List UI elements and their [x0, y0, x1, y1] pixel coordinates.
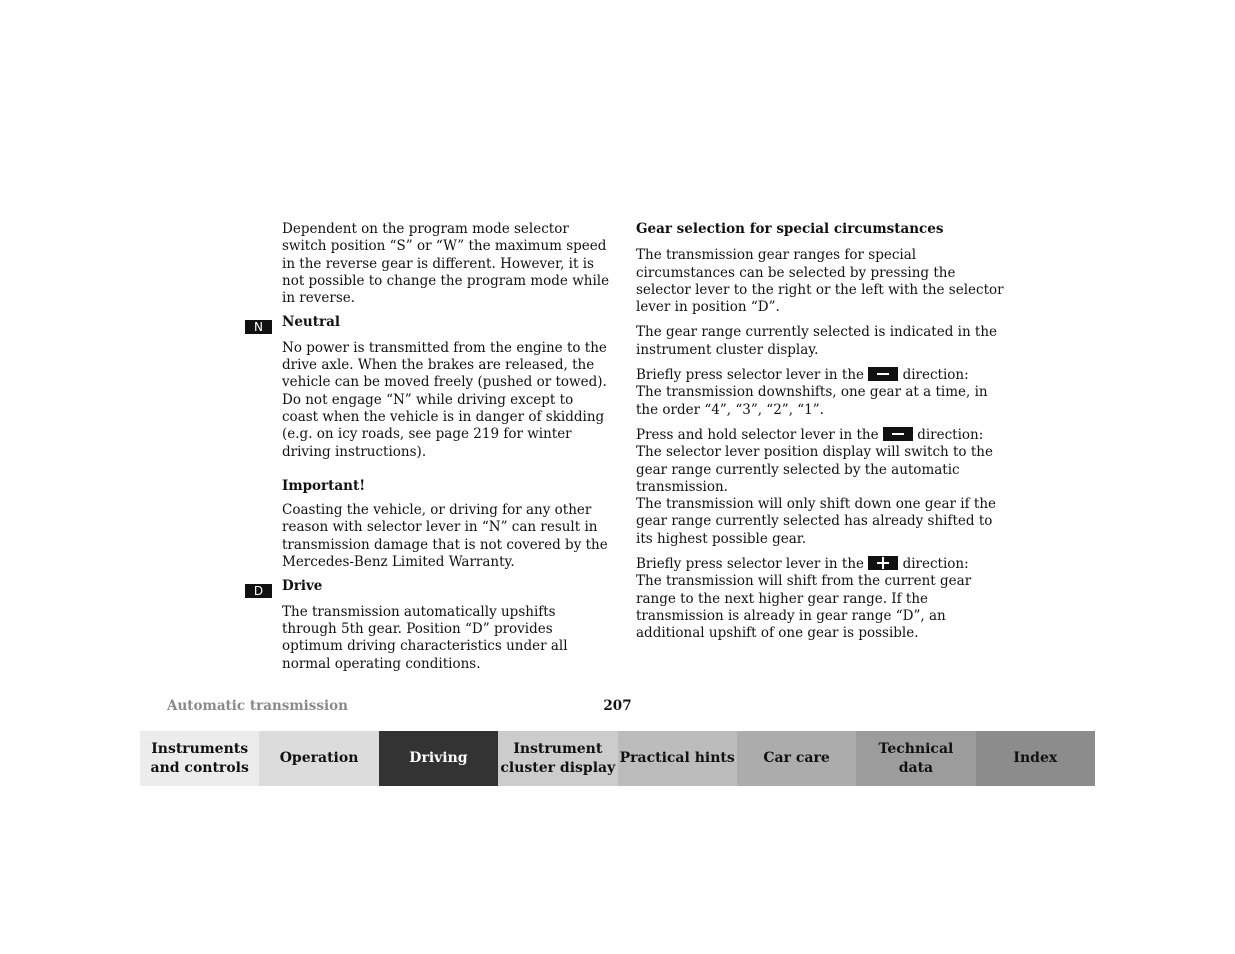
drive-heading: Drive [282, 578, 323, 595]
left-column [282, 221, 612, 673]
neutral-text: No power is transmitted from the engine to the drive axle. When the brakes are released, the vehicle can be moved freely (pushed or towed). Do not engage “N” while driving except to coast when the vehicle is in danger of skidding (e.g. on icy roads, see page 219 for winter driving instructions). [282, 339, 607, 460]
gear-selection-heading: Gear selection for special circumstances [636, 221, 944, 237]
downshift-body: The transmission downshifts, one gear at a time, in the order “4”, “3”, “2”, “1”. [636, 384, 988, 418]
press-hold-body-2: The transmission will only shift down one gear if the gear range currently selected has already shifted to its highest possible gear. [636, 496, 996, 547]
upshift-paragraph [636, 556, 1006, 642]
downshift-paragraph [636, 367, 1006, 419]
press-hold-direction: direction: [917, 426, 984, 443]
press-hold-body-1: The selector lever position display will switch to the gear range currently selected by the automatic transmission. [636, 444, 993, 495]
tab-index[interactable]: Index [976, 731, 1095, 786]
press-hold-paragraph [636, 427, 1006, 548]
gear-range-display-paragraph: The gear range currently selected is indicated in the instrument cluster display. [636, 324, 998, 358]
downshift-lead: Briefly press selector lever in the [636, 367, 864, 384]
minus-key-icon [883, 427, 913, 441]
drive-badge: D [245, 584, 272, 598]
plus-key-icon [868, 556, 898, 570]
drive-text: The transmission automatically upshifts through 5th gear. Position “D” provides optimum driving characteristics under all normal operating conditions. [282, 603, 568, 672]
minus-key-icon [868, 367, 898, 381]
neutral-badge: N [245, 320, 272, 334]
upshift-direction: direction: [902, 556, 969, 573]
tab-car-care[interactable]: Car care [737, 731, 856, 786]
upshift-body: The transmission will shift from the current gear range to the next higher gear range. If the transmission is already in gear range “D”, an additional upshift of one gear is possible. [636, 573, 972, 642]
important-text: Coasting the vehicle, or driving for any other reason with selector lever in “N” can result in transmission damage that is not covered by the Mercedes-Benz Limited Warranty. [282, 502, 608, 571]
tab-operation[interactable]: Operation [259, 731, 378, 786]
reverse-note: Dependent on the program mode selector switch position “S” or “W” the maximum speed in the reverse gear is different. However, it is not possible to change the program mode while in reverse. [282, 221, 610, 307]
section-nav-bar [140, 731, 1095, 786]
right-column [636, 221, 1006, 643]
important-heading: Important! [282, 477, 366, 494]
tab-practical-hints[interactable]: Practical hints [618, 731, 737, 786]
downshift-direction: direction: [902, 367, 969, 384]
tab-instrument-cluster-display[interactable]: Instrument cluster display [498, 731, 617, 786]
page-number: 207 [603, 698, 632, 714]
tab-driving[interactable]: Driving [379, 731, 498, 786]
press-hold-lead: Press and hold selector lever in the [636, 426, 879, 443]
tab-technical-data[interactable]: Technical data [856, 731, 975, 786]
upshift-lead: Briefly press selector lever in the [636, 556, 864, 573]
gear-ranges-paragraph: The transmission gear ranges for special circumstances can be selected by pressing the selector lever to the right or the left with the selector lever in position “D”. [636, 247, 1004, 316]
tab-instruments-and-controls[interactable]: Instruments and controls [140, 731, 259, 786]
section-title: Automatic transmission [167, 698, 348, 714]
neutral-heading: Neutral [282, 314, 340, 331]
